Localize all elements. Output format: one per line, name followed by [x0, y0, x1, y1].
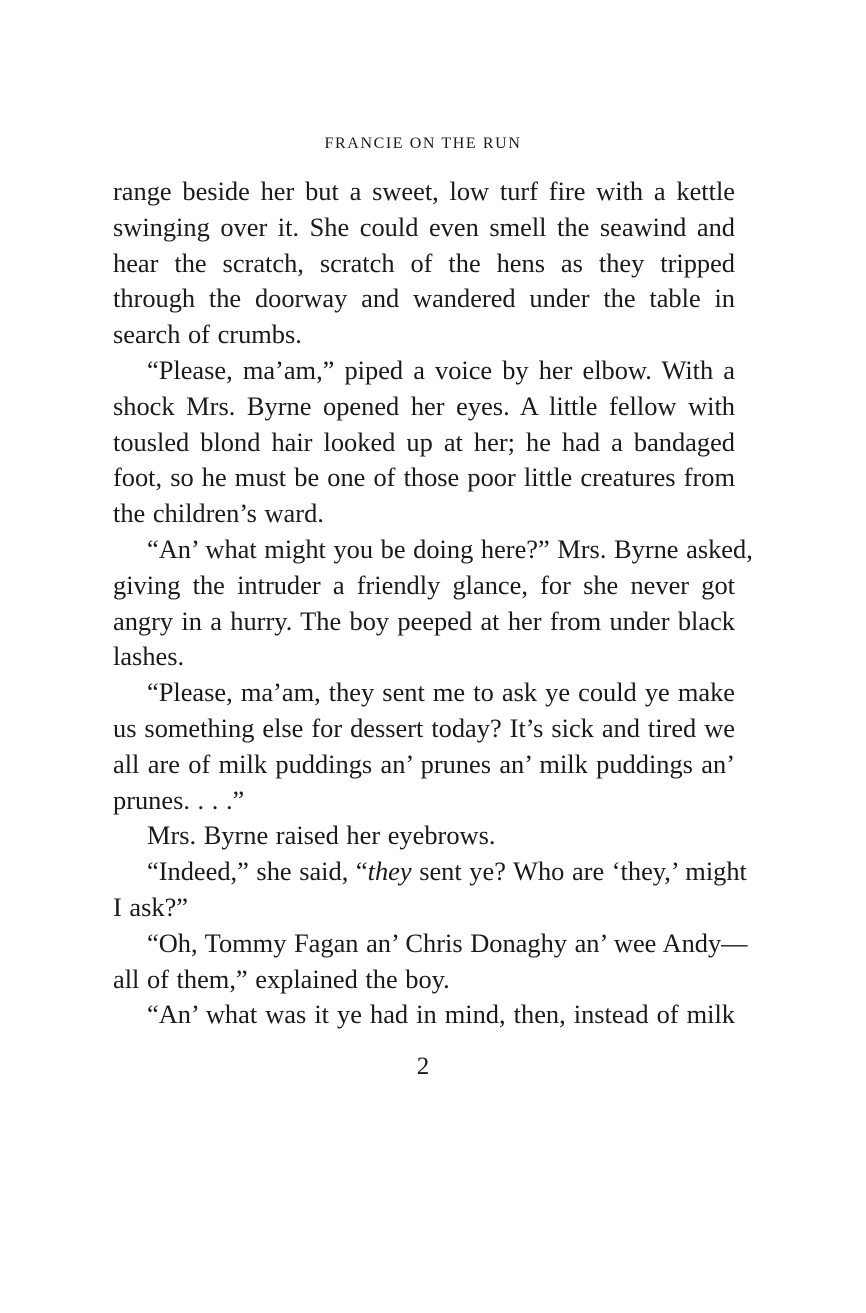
text-line: angry in a hurry. The boy peeped at her from under black: [113, 605, 735, 636]
page-number: 2: [416, 1053, 430, 1080]
text-line: lashes.: [113, 641, 185, 672]
text-line: “Oh, Tommy Fagan an’ Chris Donaghy an’ wee Andy—: [147, 927, 748, 958]
text-line: “Please, ma’am, they sent me to ask ye could ye make: [147, 677, 735, 708]
text-line: giving the intruder a friendly glance, for she never got: [113, 569, 735, 600]
text-line: all are of milk puddings an’ prunes an’ milk puddings an’: [113, 748, 735, 779]
text-line: the children’s ward.: [113, 498, 324, 529]
text-line: prunes. . . .”: [113, 784, 245, 815]
text-line: I ask?”: [113, 891, 188, 922]
text-line: through the doorway and wandered under the table in: [113, 283, 735, 314]
text-line: swinging over it. She could even smell the seawind and: [113, 211, 735, 242]
text-line: “An’ what was it ye had in mind, then, instead of milk: [147, 999, 735, 1030]
text-line: tousled blond hair looked up at her; he had a bandaged: [113, 426, 735, 457]
text-line: [113, 854, 747, 890]
body-text: [113, 174, 753, 1033]
text-line: shock Mrs. Byrne opened her eyes. A little fellow with: [113, 390, 735, 421]
running-head: FRANCIE ON THE RUN: [324, 135, 522, 152]
text-run: “Indeed,” she said, “: [147, 856, 368, 887]
text-line: “Please, ma’am,” piped a voice by her elbow. With a: [147, 354, 735, 385]
text-line: us something else for dessert today? It’s sick and tired we: [113, 712, 735, 743]
italic-text: they: [367, 856, 412, 887]
text-run: sent ye? Who are ‘they,’ might: [411, 856, 747, 887]
text-line: hear the scratch, scratch of the hens as they tripped: [113, 247, 735, 278]
text-line: Mrs. Byrne raised her eyebrows.: [147, 820, 496, 851]
text-line: range beside her but a sweet, low turf fire with a kettle: [113, 176, 735, 206]
text-line: “An’ what might you be doing here?” Mrs. Byrne asked,: [147, 533, 753, 564]
text-line: all of them,” explained the boy.: [113, 963, 450, 994]
text-line: foot, so he must be one of those poor little creatures from: [113, 462, 735, 493]
text-line: search of crumbs.: [113, 319, 302, 350]
